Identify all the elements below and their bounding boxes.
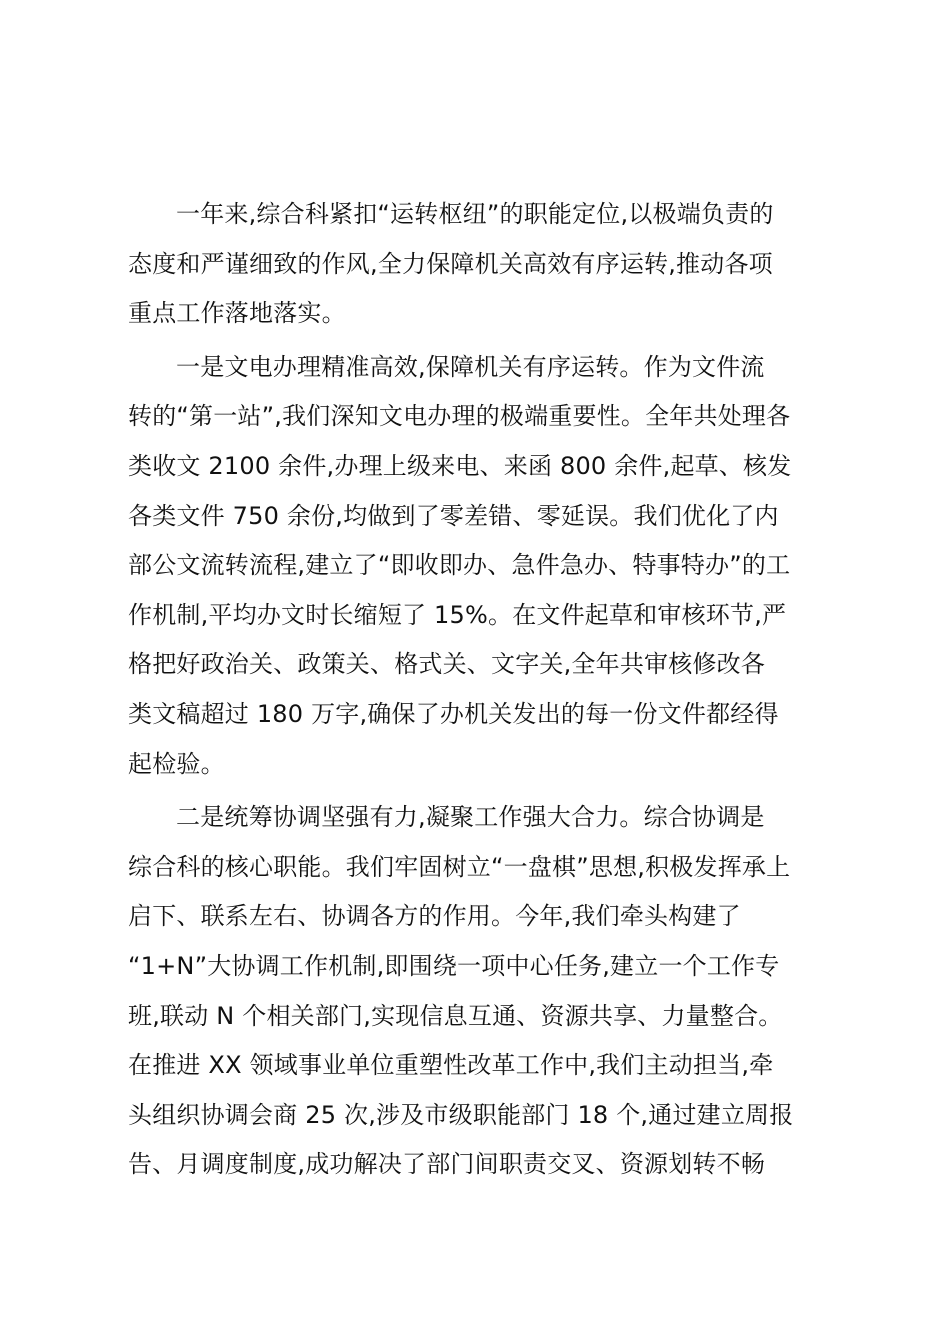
paragraph-line: 格把好政治关、政策关、格式关、文字关,全年共审核修改各 [128, 650, 766, 679]
paragraph-line: 一年来,综合科紧扣“运转枢纽”的职能定位,以极端负责的 [176, 200, 774, 228]
paragraph-line: 一是文电办理精准高效,保障机关有序运转。作为文件流 [176, 352, 765, 381]
paragraph-line: 告、月调度制度,成功解决了部门间职责交叉、资源划转不畅 [128, 1150, 766, 1179]
paragraph-line: 态度和严谨细致的作风,全力保障机关高效有序运转,推动各项 [128, 249, 773, 278]
paragraph-line: 在推进 XX 领域事业单位重塑性改革工作中,我们主动担当,牵 [128, 1051, 774, 1080]
paragraph-line: 头组织协调会商 25 次,涉及市级职能部门 18 个,通过建立周报 [128, 1100, 794, 1129]
paragraph-line: 作机制,平均办文时长缩短了 15%。在文件起草和审核环节,严 [128, 600, 787, 629]
paragraph-coordination [128, 793, 824, 1190]
paragraph-line: 综合科的核心职能。我们牢固树立“一盘棋”思想,积极发挥承上 [128, 852, 791, 881]
paragraph-line: 部公文流转流程,建立了“即收即办、急件急办、特事特办”的工 [128, 551, 791, 580]
paragraph-line: 起检验。 [128, 749, 225, 778]
document-body [128, 190, 824, 1194]
paragraph-line: 类文稿超过 180 万字,确保了办机关发出的每一份文件都经得 [128, 699, 779, 728]
paragraph-intro [128, 190, 824, 339]
paragraph-document-handling [128, 343, 824, 789]
paragraph-line: 班,联动 N 个相关部门,实现信息互通、资源共享、力量整合。 [128, 1001, 783, 1030]
paragraph-line: “1+N”大协调工作机制,即围绕一项中心任务,建立一个工作专 [128, 951, 780, 980]
paragraph-line: 类收文 2100 余件,办理上级来电、来函 800 余件,起草、核发 [128, 451, 792, 480]
paragraph-line: 启下、联系左右、协调各方的作用。今年,我们牵头构建了 [128, 902, 741, 931]
paragraph-line: 各类文件 750 余份,均做到了零差错、零延误。我们优化了内 [128, 501, 779, 530]
paragraph-line: 转的“第一站”,我们深知文电办理的极端重要性。全年共处理各 [128, 402, 791, 431]
paragraph-line: 重点工作落地落实。 [128, 299, 346, 328]
paragraph-line: 二是统筹协调坚强有力,凝聚工作强大合力。综合协调是 [176, 803, 765, 832]
